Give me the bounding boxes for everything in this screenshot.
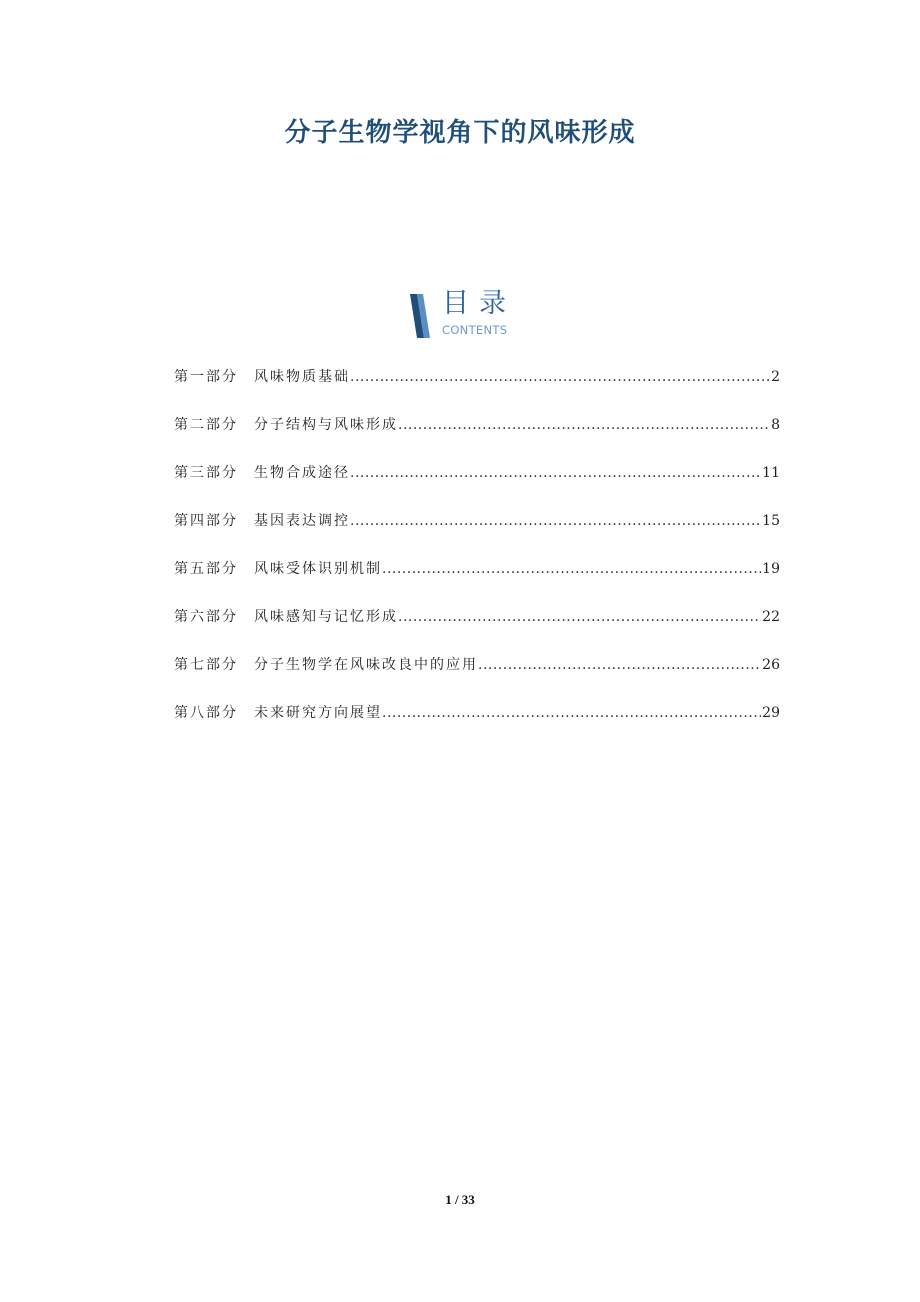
toc-part-number: 第四部分 <box>174 513 238 529</box>
toc-part-number: 第一部分 <box>174 369 238 385</box>
toc-entry-4[interactable] <box>174 510 780 558</box>
toc-page-number: 11 <box>762 465 780 481</box>
toc-entry-5[interactable] <box>174 558 780 606</box>
toc-entry-title: 分子结构与风味形成 <box>254 417 398 433</box>
toc-part-number: 第七部分 <box>174 657 238 673</box>
toc-page-number: 15 <box>762 513 780 529</box>
toc-list <box>174 366 780 750</box>
toc-mark-icon <box>408 294 432 338</box>
toc-page-number: 29 <box>762 705 780 721</box>
toc-header <box>408 288 538 340</box>
toc-entry-title: 基因表达调控 <box>254 513 350 529</box>
toc-entry-7[interactable] <box>174 654 780 702</box>
toc-page-number: 22 <box>762 609 780 625</box>
dot-leader <box>398 414 770 436</box>
toc-entry-3[interactable] <box>174 462 780 510</box>
dot-leader <box>382 702 761 724</box>
dot-leader <box>350 510 761 532</box>
toc-page-number: 8 <box>771 417 780 433</box>
toc-page-number: 19 <box>762 561 780 577</box>
toc-page-number: 26 <box>762 657 780 673</box>
toc-entry-title: 风味感知与记忆形成 <box>254 609 398 625</box>
dot-leader <box>398 606 761 628</box>
toc-entry-6[interactable] <box>174 606 780 654</box>
toc-title: 目录 <box>442 288 516 319</box>
dot-leader <box>478 654 761 676</box>
toc-page-number: 2 <box>771 369 780 385</box>
toc-entry-title: 风味受体识别机制 <box>254 561 382 577</box>
toc-part-number: 第六部分 <box>174 609 238 625</box>
document-title: 分子生物学视角下的风味形成 <box>284 118 636 148</box>
toc-entry-2[interactable] <box>174 414 780 462</box>
toc-part-number: 第二部分 <box>174 417 238 433</box>
toc-part-number: 第三部分 <box>174 465 238 481</box>
toc-part-number: 第八部分 <box>174 705 238 721</box>
toc-entry-title: 未来研究方向展望 <box>254 705 382 721</box>
toc-entry-title: 风味物质基础 <box>254 369 350 385</box>
dot-leader <box>382 558 761 580</box>
dot-leader <box>350 462 761 484</box>
toc-subtitle: CONTENTS <box>442 323 508 337</box>
toc-entry-title: 生物合成途径 <box>254 465 350 481</box>
toc-entry-title: 分子生物学在风味改良中的应用 <box>254 657 478 673</box>
toc-entry-8[interactable] <box>174 702 780 750</box>
page-number-footer: 1 / 33 <box>445 1192 475 1207</box>
toc-part-number: 第五部分 <box>174 561 238 577</box>
dot-leader <box>350 366 770 388</box>
toc-entry-1[interactable] <box>174 366 780 414</box>
